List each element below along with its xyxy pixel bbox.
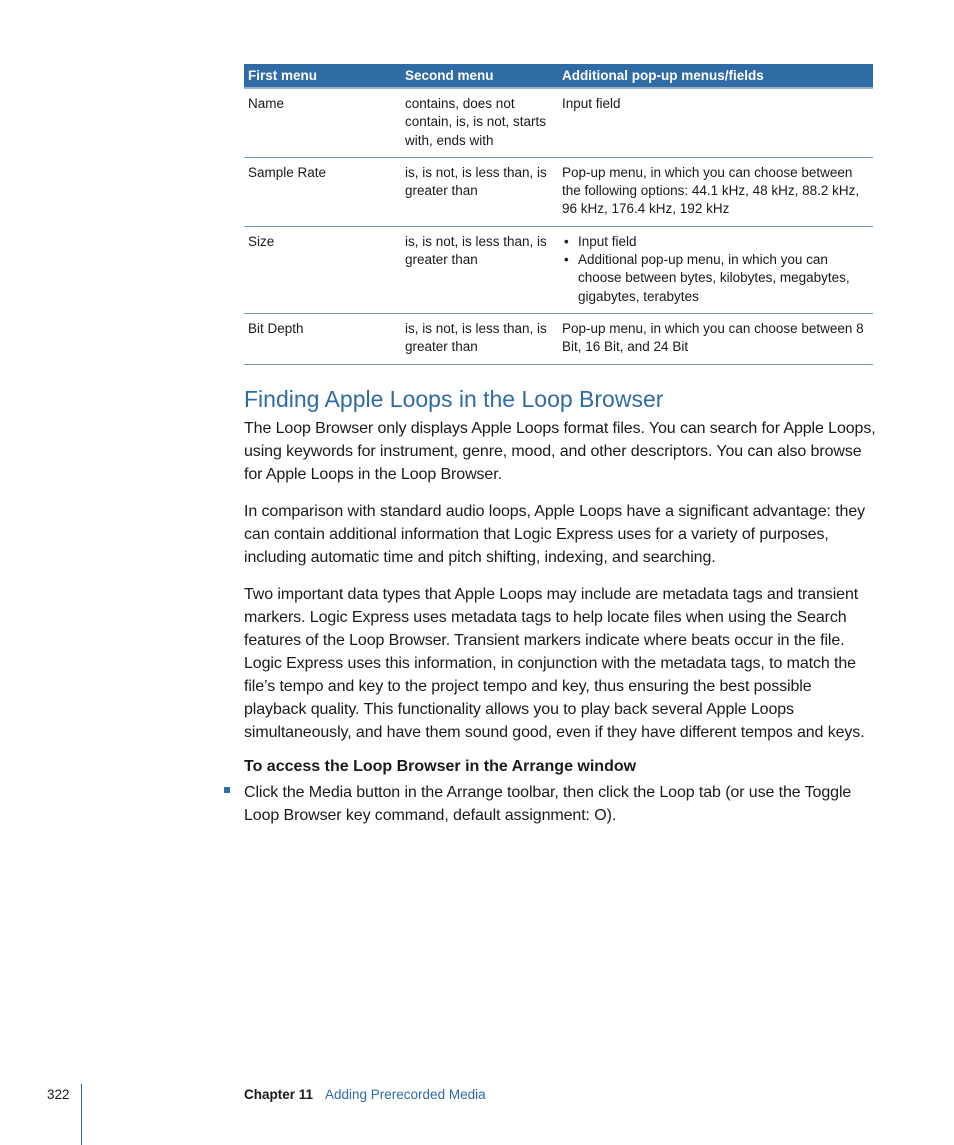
list-item: • Additional pop-up menu, in which you can choose between bytes, kilobytes, megabytes, gigabytes, terabytes: [562, 251, 869, 306]
task-step: Click the Media button in the Arrange toolbar, then click the Loop tab (or use the Toggle Loop Browser key command, default assignment: O).: [244, 784, 852, 824]
table-cell: Pop-up menu, in which you can choose between 8 Bit, 16 Bit, and 24 Bit: [558, 313, 873, 364]
table-header-row: [244, 64, 873, 88]
table-cell: Name: [244, 88, 401, 157]
table-cell: [558, 226, 873, 313]
table-cell: is, is not, is less than, is greater than: [401, 226, 558, 313]
table-cell: Sample Rate: [244, 157, 401, 226]
footer-rule: [81, 1084, 82, 1145]
chapter-title: Adding Prerecorded Media: [325, 1087, 486, 1102]
page-number: 322: [47, 1087, 70, 1102]
column-header: First menu: [244, 64, 401, 88]
table-cell: Input field: [558, 88, 873, 157]
bullet-list: [562, 233, 869, 306]
body-paragraph: The Loop Browser only displays Apple Loops format files. You can search for Apple Loops, using keywords for instrument, genre, mood, and other descriptors. You can also browse for Apple Loops in the Loop Browser.: [244, 420, 876, 483]
task-heading: To access the Loop Browser in the Arrange window: [244, 758, 637, 775]
search-criteria-table: [244, 64, 873, 365]
column-header: Second menu: [401, 64, 558, 88]
chapter-label: Chapter 11: [244, 1087, 314, 1102]
table-cell: Size: [244, 226, 401, 313]
table-row: [244, 157, 873, 226]
table-cell: Bit Depth: [244, 313, 401, 364]
body-paragraph: Two important data types that Apple Loops may include are metadata tags and transient markers. Logic Express uses metadata tags to help locate files when using the Search features of the Loop Browser. Transient markers indicate where beats occur in the file. Logic Express uses this information, in conjunction with the metadata tags, to match the file’s tempo and key to the project tempo and key, thus ensuring the best possible playback quality. This functionality allows you to play back several Apple Loops simultaneously, and have them sound good, even if they have different tempos and keys.: [244, 586, 865, 741]
table-cell: contains, does not contain, is, is not, starts with, ends with: [401, 88, 558, 157]
square-bullet-icon: [224, 787, 230, 793]
column-header: Additional pop-up menus/fields: [558, 64, 873, 88]
table-row: [244, 88, 873, 157]
table-row: [244, 313, 873, 364]
section-heading: Finding Apple Loops in the Loop Browser: [244, 386, 664, 412]
body-paragraph: In comparison with standard audio loops, Apple Loops have a significant advantage: they can contain additional information that Logic Express uses for a variety of purposes, including automatic time and pitch shifting, indexing, and searching.: [244, 503, 866, 566]
table-cell: Pop-up menu, in which you can choose between the following options: 44.1 kHz, 48 kHz, 88.2 kHz, 96 kHz, 176.4 kHz, 192 kHz: [558, 157, 873, 226]
list-item: • Input field: [562, 233, 869, 251]
table-cell: is, is not, is less than, is greater than: [401, 157, 558, 226]
table-cell: is, is not, is less than, is greater than: [401, 313, 558, 364]
table-row: [244, 226, 873, 313]
